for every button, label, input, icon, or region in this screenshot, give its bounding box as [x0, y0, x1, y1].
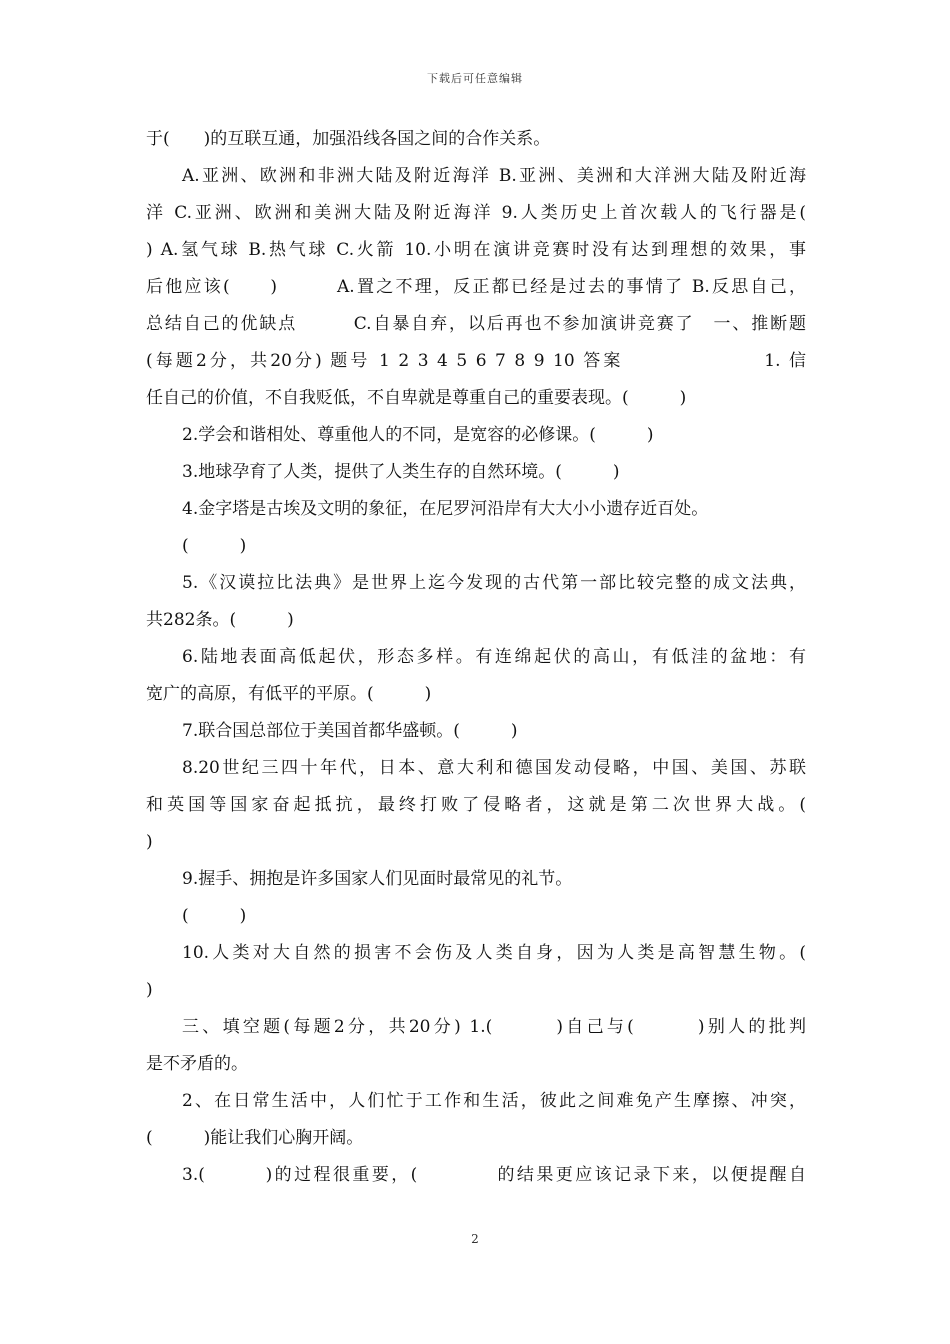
- text-line: 洋 C.亚洲、欧洲和美洲大陆及附近海洋 9.人类历史上首次载人的飞行器是(: [146, 203, 806, 223]
- text-line: 总结自己的优缺点 C.自暴自弃，以后再也不参加演讲竞赛了 一、推断题: [146, 314, 806, 334]
- text-line: 是不矛盾的。: [146, 1054, 248, 1074]
- text-line: 共282条。( ): [146, 610, 294, 630]
- text-line: 10.人类对大自然的损害不会伤及人类自身，因为人类是高智慧生物。(: [182, 943, 806, 963]
- text-line: 8.20世纪三四十年代，日本、意大利和德国发动侵略，中国、美国、苏联: [182, 758, 806, 778]
- text-line: ( ): [182, 536, 247, 556]
- text-line: 3.( )的过程很重要，( 的结果更应该记录下来，以便提醒自: [182, 1165, 806, 1185]
- text-line: 2、在日常生活中，人们忙于工作和生活，彼此之间难免产生摩擦、冲突，: [182, 1091, 806, 1111]
- text-line: 5.《汉谟拉比法典》是世界上迄今发现的古代第一部比较完整的成文法典，: [182, 573, 806, 593]
- text-line: 宽广的高原，有低平的平原。( ): [146, 684, 432, 704]
- text-line: 后他应该( ) A.置之不理，反正都已经是过去的事情了 B.反思自己，: [146, 277, 806, 297]
- text-line: 2.学会和谐相处、尊重他人的不同，是宽容的必修课。( ): [182, 425, 654, 445]
- text-line: 7.联合国总部位于美国首都华盛顿。( ): [182, 721, 518, 741]
- text-line: 9.握手、拥抱是许多国家人们见面时最常见的礼节。: [182, 869, 573, 889]
- text-line: ): [146, 980, 153, 1000]
- text-line: ): [146, 832, 153, 852]
- text-line: A.亚洲、欧洲和非洲大陆及附近海洋 B.亚洲、美洲和大洋洲大陆及附近海: [182, 166, 806, 186]
- page-header: 下载后可任意编辑: [427, 72, 523, 85]
- document-body: [146, 121, 806, 1194]
- text-line: (每题2分，共20分) 题号 1 2 3 4 5 6 7 8 9 10 答案 1. 信: [146, 351, 806, 371]
- text-line: 3.地球孕育了人类，提供了人类生存的自然环境。( ): [182, 462, 620, 482]
- text-line: 于( )的互联互通，加强沿线各国之间的合作关系。: [146, 129, 551, 149]
- text-line: ( )能让我们心胸开阔。: [146, 1128, 364, 1148]
- text-line: 6.陆地表面高低起伏，形态多样。有连绵起伏的高山，有低洼的盆地：有: [182, 647, 806, 667]
- text-line: 三、填空题(每题2分，共20分) 1.( )自己与( )别人的批判: [182, 1017, 806, 1037]
- text-line: 4.金字塔是古埃及文明的象征，在尼罗河沿岸有大大小小遗存近百处。: [182, 499, 709, 519]
- text-line: ) A.氢气球 B.热气球 C.火箭 10.小明在演讲竞赛时没有达到理想的效果，事: [146, 240, 806, 260]
- text-line: ( ): [182, 906, 247, 926]
- text-line: 和英国等国家奋起抵抗，最终打败了侵略者，这就是第二次世界大战。(: [146, 795, 806, 815]
- page-number: 2: [471, 1232, 479, 1246]
- text-line: 任自己的价值，不自我贬低，不自卑就是尊重自己的重要表现。( ): [146, 388, 687, 408]
